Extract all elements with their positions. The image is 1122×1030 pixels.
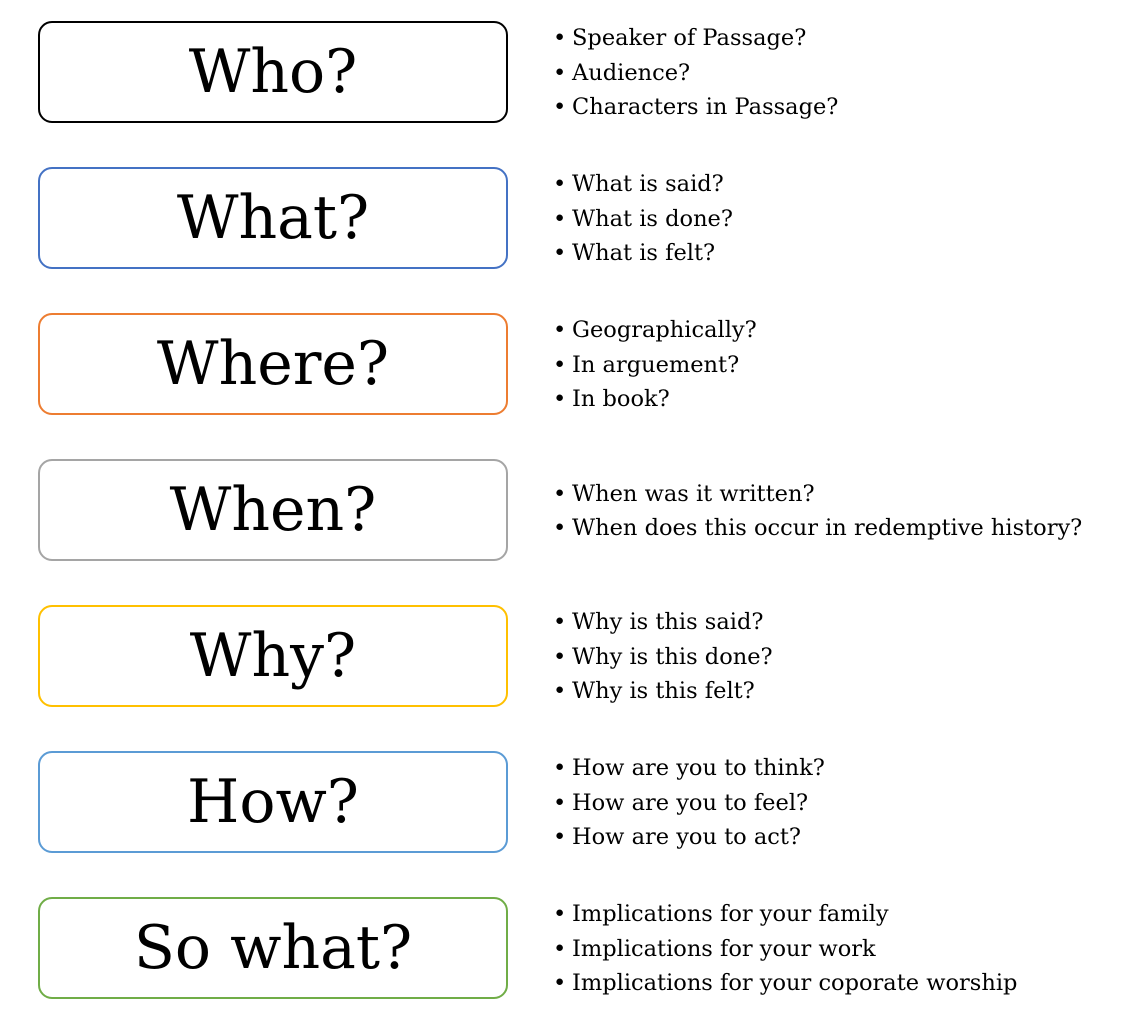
question-box-who: [38, 21, 508, 123]
question-box-what: [38, 167, 508, 269]
bullet-item: [553, 56, 1118, 91]
bullet-item: [553, 348, 1118, 383]
bullet-item: [553, 511, 1118, 546]
bullet-text: Why is this said?: [572, 609, 764, 636]
bullet-text: How are you to think?: [572, 755, 825, 782]
question-row-where: [0, 313, 1122, 417]
bullet-text: Geographically?: [572, 317, 757, 344]
question-box-how: [38, 751, 508, 853]
bullet-item: [553, 202, 1118, 237]
bullet-text: How are you to feel?: [572, 789, 809, 816]
question-title: Why?: [189, 621, 357, 691]
bullet-list: [553, 21, 1118, 125]
bullet-icon: •: [553, 205, 567, 232]
question-box-why: [38, 605, 508, 707]
bullet-list: [553, 897, 1118, 1001]
bullet-item: [553, 236, 1118, 271]
bullet-list: [553, 751, 1118, 855]
bullet-text: What is said?: [572, 171, 724, 198]
bullet-icon: •: [553, 901, 567, 928]
bullet-item: [553, 167, 1118, 202]
bullet-icon: •: [553, 171, 567, 198]
bullet-list: [553, 313, 1118, 417]
question-title: When?: [169, 475, 377, 545]
question-title: What?: [176, 183, 370, 253]
bullet-icon: •: [553, 94, 567, 121]
bullet-icon: •: [553, 25, 567, 52]
question-row-who: [0, 21, 1122, 125]
question-row-so-what: [0, 897, 1122, 1001]
bullet-icon: •: [553, 317, 567, 344]
bullet-text: Implications for your coporate worship: [572, 970, 1018, 997]
question-row-when: [0, 459, 1122, 563]
bullet-icon: •: [553, 609, 567, 636]
bullet-list: [553, 167, 1118, 271]
bullet-icon: •: [553, 678, 567, 705]
bullet-item: [553, 751, 1118, 786]
bullet-text: Audience?: [572, 59, 691, 86]
bullet-icon: •: [553, 515, 567, 541]
bullet-item: [553, 477, 1118, 512]
bullet-item: [553, 90, 1118, 125]
bullet-text: Characters in Passage?: [572, 94, 839, 121]
bullet-icon: •: [553, 480, 567, 507]
question-box-when: [38, 459, 508, 561]
question-title: So what?: [133, 913, 413, 983]
bullet-icon: •: [553, 755, 567, 782]
question-title: Where?: [156, 329, 390, 399]
bullet-icon: •: [553, 970, 567, 997]
bullet-text: Implications for your family: [572, 901, 889, 928]
bullet-list: [553, 605, 1118, 709]
bullet-item: [553, 932, 1118, 967]
bullet-item: [553, 640, 1118, 675]
bullet-icon: •: [553, 824, 567, 851]
question-box-so-what: [38, 897, 508, 999]
bullet-item: [553, 820, 1118, 855]
bullet-icon: •: [553, 240, 567, 267]
bullet-text: In book?: [572, 386, 670, 413]
question-title: Who?: [188, 37, 358, 107]
bullet-list: [553, 459, 1118, 563]
question-row-what: [0, 167, 1122, 271]
bullet-text: Why is this done?: [572, 643, 773, 670]
bullet-text: In arguement?: [572, 351, 740, 378]
bullet-text: When was it written?: [572, 480, 815, 507]
bullet-icon: •: [553, 935, 567, 962]
bullet-item: [553, 897, 1118, 932]
bullet-item: [553, 786, 1118, 821]
bullet-item: [553, 674, 1118, 709]
bullet-item: [553, 382, 1118, 417]
bullet-text: Implications for your work: [572, 935, 876, 962]
bullet-item: [553, 966, 1118, 1001]
bullet-text: What is felt?: [572, 240, 716, 267]
question-title: How?: [187, 767, 359, 837]
bullet-icon: •: [553, 351, 567, 378]
question-box-where: [38, 313, 508, 415]
bullet-item: [553, 313, 1118, 348]
bullet-text: When does this occur in redemptive history?: [572, 515, 1083, 541]
bullet-icon: •: [553, 643, 567, 670]
bullet-text: What is done?: [572, 205, 733, 232]
question-row-how: [0, 751, 1122, 855]
bullet-icon: •: [553, 59, 567, 86]
bullet-text: Speaker of Passage?: [572, 25, 807, 52]
bullet-icon: •: [553, 386, 567, 413]
bullet-item: [553, 21, 1118, 56]
bullet-text: How are you to act?: [572, 824, 801, 851]
bullet-item: [553, 605, 1118, 640]
question-row-why: [0, 605, 1122, 709]
bullet-icon: •: [553, 789, 567, 816]
bullet-text: Why is this felt?: [572, 678, 755, 705]
